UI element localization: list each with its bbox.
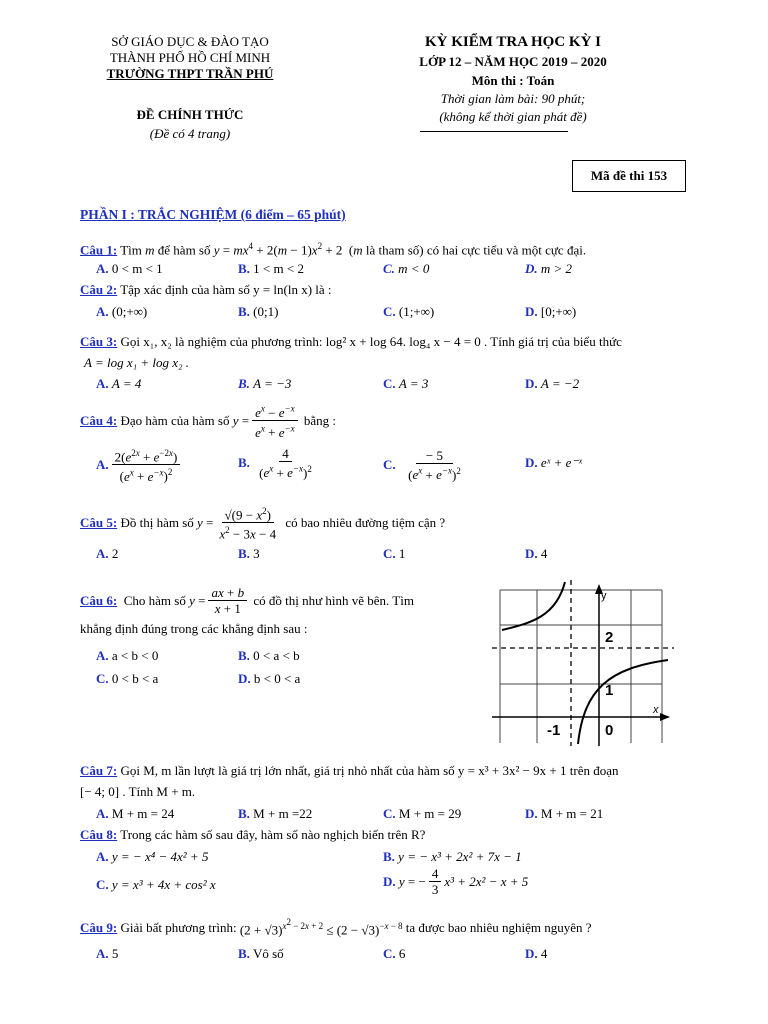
curve-right-branch xyxy=(578,660,668,744)
question-6: Câu 6: Cho hàm số y = $\frac{ax + b}{x + 1}$ có đồ thị như hình vẽ bên. Tìm xyxy=(80,585,414,616)
tick-label-minus-1: -1 xyxy=(547,722,561,739)
question-label: Câu 5: xyxy=(80,514,118,530)
q8-option-a[interactable]: A. y = − x⁴ − 4x² + 5 xyxy=(96,849,209,864)
question-9 xyxy=(80,917,592,938)
q9-option-b[interactable]: B. Vô số xyxy=(238,946,284,961)
exam-duration-note: (không kể thời gian phát đề) xyxy=(439,109,587,124)
q4-option-c[interactable]: C. $\frac{- 5}{(e^x + e^{-x})^2}$ xyxy=(383,448,461,483)
exam-duration: Thời gian làm bài: 90 phút; xyxy=(440,91,586,106)
q3-option-d[interactable]: D. A = −2 xyxy=(525,376,580,391)
question-text: có đồ thị như hình vẽ bên. Tìm xyxy=(253,592,414,608)
question-5: Câu 5: Đồ thị hàm số y = $\frac{√(9 - x^2)}{x^2 - 3x - 4}$ có bao nhiêu đường tiệm cận ? xyxy=(80,506,446,542)
official-label: ĐỀ CHÍNH THỨC xyxy=(136,107,244,122)
question-8 xyxy=(80,827,425,843)
question-text: Trong các hàm số sau đây, hàm số nào nghịch biến trên R? xyxy=(120,827,426,842)
q6-option-a[interactable]: A. a < b < 0 xyxy=(96,648,159,663)
question-text: Gọi M, m lần lượt là giá trị lớn nhất, giá trị nhỏ nhất của hàm số y = x³ + 3x² − 9x + 1 trên đoạn xyxy=(120,763,619,778)
y-axis-label: y xyxy=(601,590,607,602)
question-text: Gọi x₁, x₂ là nghiệm của phương trình: log² x + log 64. log₄ x − 4 = 0 . Tính giá trị của biểu thức xyxy=(120,334,622,349)
q2-option-c[interactable]: C. (1;+∞) xyxy=(383,304,435,319)
exam-grade-year: LỚP 12 – NĂM HỌC 2019 – 2020 xyxy=(419,54,607,69)
question-text: ta được bao nhiêu nghiệm nguyên ? xyxy=(405,919,592,935)
exam-code-box: Mã đề thi 153 xyxy=(572,160,686,192)
q4-option-a[interactable]: A. $\frac{2(e^{2x} + e^{-2x})}{(e^x + e^{-x})^2}$ xyxy=(96,446,183,484)
question-3-line2: A = log x₁ + log x₂ . xyxy=(84,355,190,370)
question-6-line2: khẳng định đúng trong các khẳng định sau : xyxy=(80,621,308,636)
q6-function: $\frac{ax + b}{x + 1}$ xyxy=(208,585,247,616)
section-title: PHẦN I : TRẮC NGHIỆM (6 điểm – 65 phút) xyxy=(80,207,346,222)
question-7 xyxy=(80,763,618,779)
q5-option-d[interactable]: D. 4 xyxy=(525,546,548,561)
q1-option-d[interactable]: D. m > 2 xyxy=(525,261,573,276)
question-label: Câu 4: xyxy=(80,412,118,428)
question-text: Đạo hàm của hàm số xyxy=(120,412,230,428)
x-axis-arrow xyxy=(660,713,670,721)
q8-option-d[interactable]: D. y = − $\frac{4}{3}$ x³ + 2x² − x + 5 xyxy=(383,866,529,897)
question-2 xyxy=(80,282,332,298)
question-1: Câu 1: Tìm m để hàm số $y = mx^4 + 2(m - 1)x^2 + 2$ (m là tham số) có hai cực tiểu và một cực đại. xyxy=(80,241,587,258)
q3-option-a[interactable]: A. A = 4 xyxy=(96,376,142,391)
question-text: Cho hàm số xyxy=(123,592,186,608)
q9-option-a[interactable]: A. 5 xyxy=(96,946,119,961)
question-label: Câu 2: xyxy=(80,282,118,297)
q1-option-c[interactable]: C. m < 0 xyxy=(383,261,430,276)
question-label: Câu 7: xyxy=(80,763,118,778)
tick-label-1: 1 xyxy=(605,682,614,699)
q4-option-d[interactable]: D. eˣ + e⁻ˣ xyxy=(525,455,582,470)
q6-option-b[interactable]: B. 0 < a < b xyxy=(238,648,300,663)
q3-option-b[interactable]: B. A = −3 xyxy=(238,376,292,391)
question-text: có bao nhiêu đường tiệm cận ? xyxy=(285,514,446,530)
curve-left-branch xyxy=(502,582,565,630)
q5-option-b[interactable]: B. 3 xyxy=(238,546,260,561)
question-label: Câu 8: xyxy=(80,827,118,842)
q5-option-c[interactable]: C. 1 xyxy=(383,546,406,561)
q8-option-c[interactable]: C. y = x³ + 4x + cos² x xyxy=(96,877,216,892)
question-text: Giải bất phương trình: xyxy=(120,919,237,935)
school-name: TRƯỜNG THPT TRẦN PHÚ xyxy=(106,66,274,81)
question-3 xyxy=(80,334,622,350)
q7-option-c[interactable]: C. M + m = 29 xyxy=(383,806,462,821)
exam-subject: Môn thi : Toán xyxy=(471,73,555,88)
q7-option-b[interactable]: B. M + m =22 xyxy=(238,806,313,821)
q7-option-d[interactable]: D. M + m = 21 xyxy=(525,806,604,821)
q2-option-b[interactable]: B. (0;1) xyxy=(238,304,279,319)
q4-option-b[interactable]: B. $\frac{4}{(e^x + e^{-x})^2}$ xyxy=(238,446,312,481)
question-label: Câu 6: xyxy=(80,592,118,608)
q8-option-b[interactable]: B. y = − x³ + 2x² + 7x − 1 xyxy=(383,849,522,864)
question-label: Câu 3: xyxy=(80,334,118,349)
q2-option-d[interactable]: D. [0;+∞) xyxy=(525,304,577,319)
q9-option-c[interactable]: C. 6 xyxy=(383,946,406,961)
question-text: là tham số) có hai cực tiểu và một cực đại. xyxy=(365,242,587,258)
question-text: bằng : xyxy=(303,412,336,428)
q4-function: $\frac{e^x - e^{-x}}{e^x + e^{-x}}$ xyxy=(252,402,297,440)
q9-option-d[interactable]: D. 4 xyxy=(525,946,548,961)
page-count: (Đề có 4 trang) xyxy=(149,126,231,141)
city-name: THÀNH PHỐ HỒ CHÍ MINH xyxy=(109,50,271,65)
x-axis-label: x xyxy=(653,704,659,716)
q6-option-d[interactable]: D. b < 0 < a xyxy=(238,671,301,686)
q1-option-b[interactable]: B. 1 < m < 2 xyxy=(238,261,304,276)
department-name: SỞ GIÁO DỤC & ĐÀO TẠO xyxy=(111,34,269,49)
exam-title: KỲ KIỂM TRA HỌC KỲ I xyxy=(425,34,601,50)
origin-label: 0 xyxy=(605,722,614,739)
header-divider xyxy=(420,131,568,132)
q7-option-a[interactable]: A. M + m = 24 xyxy=(96,806,175,821)
question-text: Tập xác định của hàm số y = ln(ln x) là : xyxy=(120,282,332,297)
q5-option-a[interactable]: A. 2 xyxy=(96,546,119,561)
tick-label-2: 2 xyxy=(605,629,614,646)
question-7-line2: [− 4; 0] . Tính M + m. xyxy=(80,784,196,799)
q6-option-c[interactable]: C. 0 < b < a xyxy=(96,671,159,686)
question-text: Đồ thị hàm số xyxy=(120,514,194,530)
question-text: để hàm số xyxy=(157,242,211,258)
q6-graph xyxy=(492,578,674,746)
q3-option-c[interactable]: C. A = 3 xyxy=(383,376,429,391)
q5-function: $\frac{√(9 - x^2)}{x^2 - 3x - 4}$ xyxy=(219,506,277,542)
q9-inequality: $(2 + √3)^{x^2 - 2x + 2} \le (2 - √3)^{-x - 8}$ xyxy=(239,917,403,938)
q2-option-a[interactable]: A. (0;+∞) xyxy=(96,304,148,319)
q1-option-a[interactable]: A. 0 < m < 1 xyxy=(96,261,163,276)
question-label: Câu 1: xyxy=(80,242,118,258)
question-label: Câu 9: xyxy=(80,919,118,935)
question-4: Câu 4: Đạo hàm của hàm số y = $\frac{e^x - e^{-x}}{e^x + e^{-x}}$ bằng : xyxy=(80,404,336,440)
question-text: Tìm xyxy=(120,242,142,258)
